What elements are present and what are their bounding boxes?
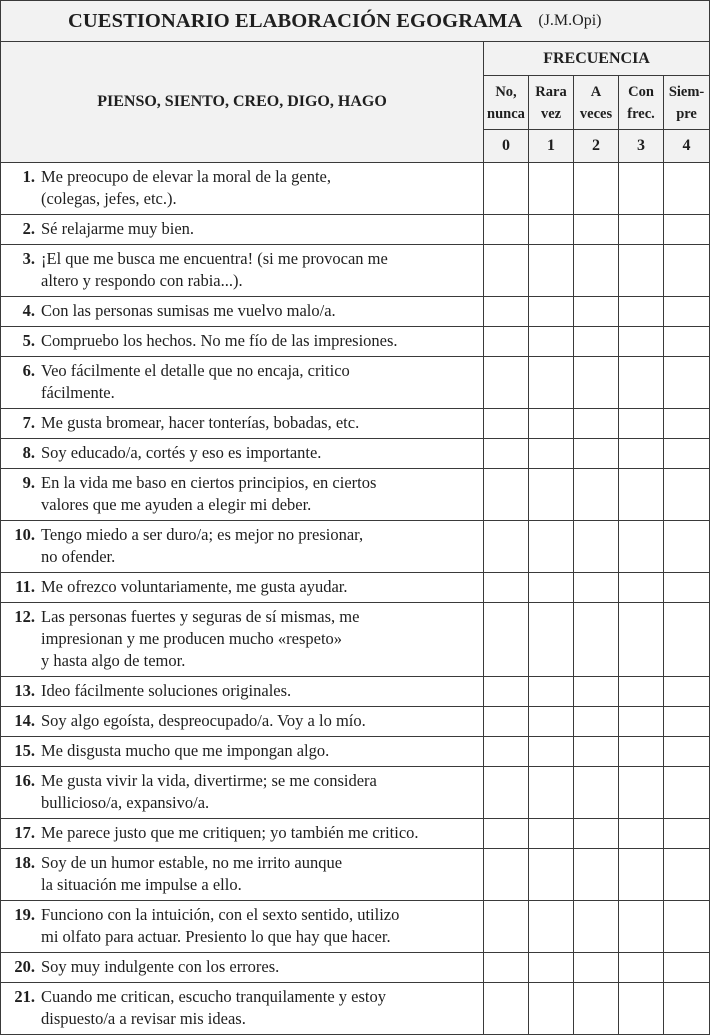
frequency-option-label-line: Rara [535,83,567,100]
question-row [1,297,710,327]
answer-cell-2[interactable] [574,819,619,849]
answer-cell-3[interactable] [619,849,664,901]
answer-cell-0[interactable] [484,357,529,409]
question-cell [1,439,484,469]
answer-cell-2[interactable] [574,215,619,245]
question-number: 20. [14,957,35,976]
question-text [41,472,479,516]
question-number: 15. [14,741,35,760]
answer-cell-4[interactable] [664,469,710,521]
question-text-line: Funciono con la intuición, con el sexto sentido, utilizo [41,905,400,924]
question-content [1,442,479,464]
question-text-line: Veo fácilmente el detalle que no encaja, critico [41,361,350,380]
answer-cell-4[interactable] [664,245,710,297]
answer-cell-2[interactable] [574,953,619,983]
answer-cell-3[interactable] [619,357,664,409]
question-content [1,576,479,598]
question-row [1,163,710,215]
question-text-line: Soy de un humor estable, no me irrito aunque [41,853,343,872]
frequency-option-label [529,76,574,130]
answer-cell-2[interactable] [574,573,619,603]
answer-cell-1[interactable] [529,573,574,603]
answer-cell-2[interactable] [574,983,619,1035]
answer-cell-3[interactable] [619,901,664,953]
question-text [41,360,479,404]
question-cell [1,707,484,737]
question-text-line: Me ofrezco voluntariamente, me gusta ayudar. [41,577,348,596]
answer-cell-0[interactable] [484,163,529,215]
question-text-line: la situación me impulse a ello. [41,875,242,894]
question-number: 9. [22,473,35,492]
question-cell [1,215,484,245]
question-text [41,770,479,814]
question-text-line: Me disgusta mucho que me impongan algo. [41,741,330,760]
frequency-header: FRECUENCIA [484,42,710,76]
question-text-line: mi olfato para actuar. Presiento lo que hay que hacer. [41,927,391,946]
answer-cell-3[interactable] [619,767,664,819]
answer-cell-1[interactable] [529,677,574,707]
answer-cell-4[interactable] [664,767,710,819]
question-text-line: no ofender. [41,547,116,566]
question-cell [1,983,484,1035]
answer-cell-0[interactable] [484,767,529,819]
question-cell [1,901,484,953]
page-title: CUESTIONARIO ELABORACIÓN EGOGRAMA [68,9,523,32]
answer-cell-3[interactable] [619,677,664,707]
answer-cell-1[interactable] [529,983,574,1035]
answer-cell-0[interactable] [484,215,529,245]
question-number: 11. [15,577,35,596]
question-number: 16. [14,771,35,790]
question-cell [1,573,484,603]
frequency-option-label-line: Con [628,83,654,100]
question-row [1,849,710,901]
answer-cell-4[interactable] [664,603,710,677]
question-text-line: fácilmente. [41,383,115,402]
question-row [1,983,710,1035]
question-text [41,330,479,352]
answer-cell-0[interactable] [484,819,529,849]
frequency-option-value: 4 [664,130,710,163]
answer-cell-0[interactable] [484,327,529,357]
answer-cell-4[interactable] [664,901,710,953]
answer-cell-4[interactable] [664,707,710,737]
answer-cell-2[interactable] [574,603,619,677]
frequency-option-label-line: No, [495,83,517,100]
question-row [1,439,710,469]
question-cell [1,819,484,849]
answer-cell-3[interactable] [619,215,664,245]
question-row [1,409,710,439]
question-number: 8. [22,443,35,462]
frequency-option-label [619,76,664,130]
answer-cell-0[interactable] [484,901,529,953]
answer-cell-3[interactable] [619,737,664,767]
question-text-line: Soy algo egoísta, despreocupado/a. Voy a lo mío. [41,711,366,730]
question-number: 3. [22,249,35,268]
answer-cell-1[interactable] [529,439,574,469]
answer-cell-2[interactable] [574,707,619,737]
question-number: 5. [22,331,35,350]
question-number: 21. [14,987,35,1006]
question-row [1,677,710,707]
question-cell [1,849,484,901]
answer-cell-1[interactable] [529,469,574,521]
question-text [41,822,479,844]
question-row [1,737,710,767]
answer-cell-1[interactable] [529,819,574,849]
answer-cell-4[interactable] [664,439,710,469]
question-number: 12. [14,607,35,626]
answer-cell-3[interactable] [619,409,664,439]
question-text [41,710,479,732]
question-cell [1,245,484,297]
answer-cell-1[interactable] [529,409,574,439]
answer-cell-2[interactable] [574,901,619,953]
frequency-option-label-line: veces [579,105,613,122]
answer-cell-1[interactable] [529,245,574,297]
answer-cell-0[interactable] [484,573,529,603]
answer-cell-4[interactable] [664,953,710,983]
answer-cell-4[interactable] [664,849,710,901]
question-text [41,524,479,568]
frequency-option-label-line: pre [676,105,697,122]
answer-cell-1[interactable] [529,521,574,573]
answer-cell-2[interactable] [574,677,619,707]
question-row [1,707,710,737]
answer-cell-4[interactable] [664,521,710,573]
answer-cell-2[interactable] [574,163,619,215]
question-number: 17. [14,823,35,842]
question-cell [1,469,484,521]
answer-cell-3[interactable] [619,297,664,327]
question-content [1,904,479,948]
answer-cell-2[interactable] [574,357,619,409]
answer-cell-3[interactable] [619,163,664,215]
question-cell [1,603,484,677]
question-content [1,248,479,292]
question-text-line: Soy muy indulgente con los errores. [41,957,280,976]
answer-cell-0[interactable] [484,707,529,737]
answer-cell-2[interactable] [574,439,619,469]
question-text [41,300,479,322]
answer-cell-4[interactable] [664,983,710,1035]
question-row [1,215,710,245]
question-content [1,710,479,732]
question-row [1,953,710,983]
answer-cell-1[interactable] [529,953,574,983]
answer-cell-4[interactable] [664,163,710,215]
answer-cell-4[interactable] [664,737,710,767]
question-text-line: valores que me ayuden a elegir mi deber. [41,495,312,514]
question-number: 14. [14,711,35,730]
answer-cell-2[interactable] [574,409,619,439]
question-number: 1. [22,167,35,186]
answer-cell-4[interactable] [664,409,710,439]
frequency-option-label-line: vez [540,105,562,122]
answer-cell-1[interactable] [529,707,574,737]
answer-cell-1[interactable] [529,327,574,357]
answer-cell-3[interactable] [619,819,664,849]
answer-cell-0[interactable] [484,245,529,297]
question-text-line: dispuesto/a a revisar mis ideas. [41,1009,246,1028]
question-row [1,327,710,357]
question-text [41,740,479,762]
answer-cell-0[interactable] [484,603,529,677]
question-number: 18. [14,853,35,872]
question-number: 10. [14,525,35,544]
question-text [41,680,479,702]
frequency-option-label-line: nunca [487,105,525,122]
question-cell [1,953,484,983]
frequency-option-label [574,76,619,130]
answer-cell-3[interactable] [619,953,664,983]
question-row [1,245,710,297]
question-text-line: Me gusta vivir la vida, divertirme; se me considera [41,771,377,790]
question-content [1,852,479,896]
question-text-line: Sé relajarme muy bien. [41,219,195,238]
question-text-line: Me preocupo de elevar la moral de la gente, [41,167,331,186]
question-text-line: Me gusta bromear, hacer tonterías, bobadas, etc. [41,413,360,432]
question-number: 2. [22,219,35,238]
answer-cell-1[interactable] [529,767,574,819]
question-content [1,412,479,434]
statement-column-header: PIENSO, SIENTO, CREO, DIGO, HAGO [1,42,484,163]
answer-cell-0[interactable] [484,439,529,469]
frequency-option-value: 1 [529,130,574,163]
answer-cell-2[interactable] [574,245,619,297]
question-row [1,901,710,953]
answer-cell-0[interactable] [484,849,529,901]
question-cell [1,767,484,819]
answer-cell-4[interactable] [664,677,710,707]
question-cell [1,163,484,215]
question-content [1,822,479,844]
question-content [1,986,479,1030]
question-content [1,740,479,762]
frequency-option-value: 0 [484,130,529,163]
answer-cell-2[interactable] [574,327,619,357]
answer-cell-4[interactable] [664,327,710,357]
answer-cell-2[interactable] [574,469,619,521]
answer-cell-0[interactable] [484,469,529,521]
answer-cell-2[interactable] [574,737,619,767]
answer-cell-1[interactable] [529,901,574,953]
question-text-line: Me parece justo que me critiquen; yo también me critico. [41,823,419,842]
question-row [1,603,710,677]
question-number: 19. [14,905,35,924]
answer-cell-0[interactable] [484,409,529,439]
question-cell [1,327,484,357]
title-row [1,1,710,42]
question-text [41,218,479,240]
question-cell [1,357,484,409]
answer-cell-0[interactable] [484,953,529,983]
answer-cell-0[interactable] [484,521,529,573]
question-content [1,524,479,568]
question-content [1,770,479,814]
question-text-line: bullicioso/a, expansivo/a. [41,793,210,812]
question-content [1,956,479,978]
answer-cell-2[interactable] [574,767,619,819]
frequency-option-label-line: A [590,83,602,100]
answer-cell-4[interactable] [664,357,710,409]
question-row [1,767,710,819]
answer-cell-2[interactable] [574,849,619,901]
answer-cell-3[interactable] [619,983,664,1035]
question-text-line: y hasta algo de temor. [41,651,186,670]
question-content [1,166,479,210]
frequency-option-value: 2 [574,130,619,163]
question-text-line: Las personas fuertes y seguras de sí mismas, me [41,607,360,626]
answer-cell-3[interactable] [619,439,664,469]
question-text [41,852,479,896]
frequency-option-value: 3 [619,130,664,163]
question-text-line: Con las personas sumisas me vuelvo malo/a. [41,301,336,320]
answer-cell-1[interactable] [529,603,574,677]
question-text [41,576,479,598]
question-row [1,819,710,849]
question-text-line: Compruebo los hechos. No me fío de las impresiones. [41,331,398,350]
question-text-line: impresionan y me producen mucho «respeto» [41,629,343,648]
question-content [1,606,479,672]
frequency-header-row [1,42,710,76]
answer-cell-0[interactable] [484,677,529,707]
answer-cell-3[interactable] [619,521,664,573]
question-text-line: Ideo fácilmente soluciones originales. [41,681,292,700]
answer-cell-1[interactable] [529,215,574,245]
question-text [41,606,479,672]
question-row [1,521,710,573]
answer-cell-0[interactable] [484,737,529,767]
answer-cell-4[interactable] [664,297,710,327]
question-cell [1,297,484,327]
question-content [1,218,479,240]
question-text-line: Soy educado/a, cortés y eso es importante. [41,443,322,462]
title-cell [1,1,710,42]
answer-cell-4[interactable] [664,819,710,849]
answer-cell-0[interactable] [484,297,529,327]
question-text [41,166,479,210]
question-text-line: ¡El que me busca me encuentra! (si me provocan me [41,249,388,268]
question-cell [1,409,484,439]
answer-cell-3[interactable] [619,707,664,737]
question-text-line: (colegas, jefes, etc.). [41,189,177,208]
question-content [1,680,479,702]
answer-cell-3[interactable] [619,327,664,357]
answer-cell-3[interactable] [619,469,664,521]
question-cell [1,521,484,573]
question-number: 7. [22,413,35,432]
answer-cell-1[interactable] [529,737,574,767]
question-content [1,472,479,516]
answer-cell-1[interactable] [529,297,574,327]
question-row [1,357,710,409]
frequency-option-label-line: Siem- [668,83,705,100]
question-content [1,360,479,404]
question-text-line: altero y respondo con rabia...). [41,271,243,290]
answer-cell-0[interactable] [484,983,529,1035]
author-label: (J.M.Opi) [538,12,602,29]
answer-cell-4[interactable] [664,215,710,245]
question-cell [1,677,484,707]
answer-cell-3[interactable] [619,245,664,297]
question-text-line: Cuando me critican, escucho tranquilamente y estoy [41,987,387,1006]
question-cell [1,737,484,767]
answer-cell-3[interactable] [619,603,664,677]
question-number: 6. [22,361,35,380]
frequency-option-label [484,76,529,130]
question-content [1,300,479,322]
frequency-option-label [664,76,710,130]
answer-cell-3[interactable] [619,573,664,603]
answer-cell-2[interactable] [574,521,619,573]
question-text [41,956,479,978]
question-text-line: Tengo miedo a ser duro/a; es mejor no presionar, [41,525,364,544]
answer-cell-4[interactable] [664,573,710,603]
answer-cell-1[interactable] [529,849,574,901]
question-text [41,442,479,464]
answer-cell-2[interactable] [574,297,619,327]
question-row [1,573,710,603]
question-number: 4. [22,301,35,320]
frequency-option-label-line: frec. [627,105,655,122]
question-row [1,469,710,521]
question-text [41,248,479,292]
question-text [41,986,479,1030]
answer-cell-1[interactable] [529,357,574,409]
answer-cell-1[interactable] [529,163,574,215]
question-number: 13. [14,681,35,700]
questions-body [1,163,710,1035]
question-text-line: En la vida me baso en ciertos principios, en ciertos [41,473,377,492]
question-text [41,412,479,434]
question-content [1,330,479,352]
question-text [41,904,479,948]
